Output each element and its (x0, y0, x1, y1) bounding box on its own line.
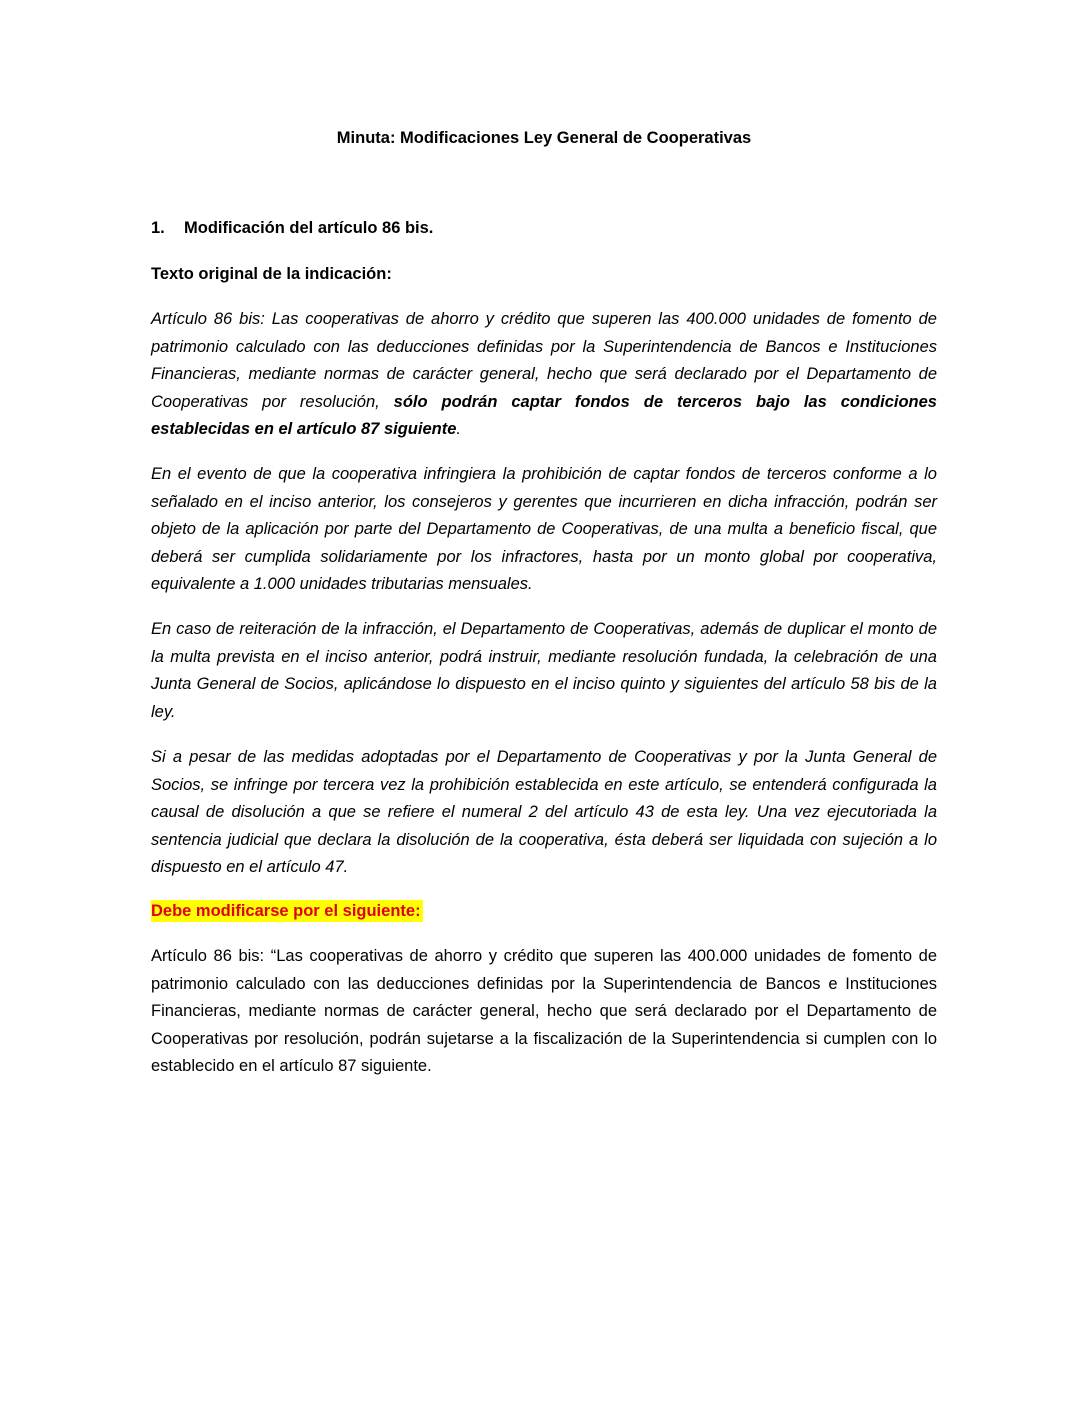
original-paragraph-4: Si a pesar de las medidas adoptadas por el Departamento de Cooperativas y por la Junta General de Socios, se infringe por tercera vez la prohibición establecida en este artículo, se entenderá configurada la causal de disolución a que se refiere el numeral 2 del artículo 43 de esta ley. Una vez ejecutoriada la sentencia judicial que declara la disolución de la cooperativa, ésta deberá ser liquidada con sujeción a lo dispuesto en el artículo 47. (151, 748, 937, 876)
original-text-label: Texto original de la indicación: (151, 265, 392, 283)
original-paragraph-1 (151, 306, 937, 444)
document-title: Minuta: Modificaciones Ley General de Cooperativas (336, 129, 752, 147)
original-paragraph-1-bold: sólo podrán captar fondos de terceros bajo las condiciones establecidas en el artículo 87 siguiente (151, 392, 937, 438)
original-paragraph-1-text: Artículo 86 bis: Las cooperativas de ahorro y crédito que superen las 400.000 unidades de fomento de patrimonio calculado con las deducciones definidas por la Superintendencia de Bancos e Instituciones Financieras, mediante normas de carácter general, hecho que será declarado por el Departamento de Cooperativas por resolución, (151, 310, 937, 411)
original-paragraph-2: En el evento de que la cooperativa infringiera la prohibición de captar fondos de terceros conforme a lo señalado en el inciso anterior, los consejeros y gerentes que incurrieren en dicha infracción, podrán ser objeto de la aplicación por parte del Departamento de Cooperativas, de una multa a beneficio fiscal, que deberá ser cumplida solidariamente por los infractores, hasta por un monto global por cooperativa, equivalente a 1.000 unidades tributarias mensuales. (151, 465, 937, 593)
replacement-label: Debe modificarse por el siguiente: (151, 902, 421, 920)
section-heading (151, 217, 937, 239)
original-paragraph-1-end: . (456, 420, 461, 438)
section-number: 1. (151, 219, 165, 237)
original-paragraph-3: En caso de reiteración de la infracción, el Departamento de Cooperativas, además de duplicar el monto de la multa prevista en el inciso anterior, podrá instruir, mediante resolución fundada, la celebración de una Junta General de Socios, aplicándose lo dispuesto en el inciso quinto y siguientes del artículo 58 bis de la ley. (151, 620, 937, 721)
replacement-paragraph: Artículo 86 bis: “Las cooperativas de ahorro y crédito que superen las 400.000 unidades de fomento de patrimonio calculado con las deducciones definidas por la Superintendencia de Bancos e Instituciones Financieras, mediante normas de carácter general, hecho que será declarado por el Departamento de Cooperativas por resolución, podrán sujetarse a la fiscalización de la Superintendencia si cumplen con lo establecido en el artículo 87 siguiente. (151, 947, 937, 1075)
section-heading-text: Modificación del artículo 86 bis. (184, 219, 434, 237)
